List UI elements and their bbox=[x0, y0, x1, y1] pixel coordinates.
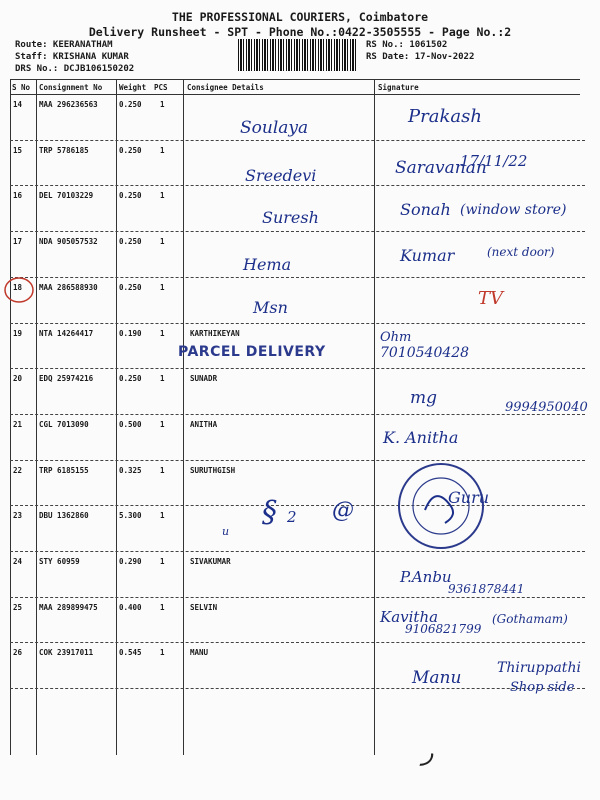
row-consignee: SIVAKUMAR bbox=[190, 557, 231, 566]
col-divider bbox=[116, 80, 117, 755]
row-separator bbox=[10, 140, 585, 141]
row-sno: 21 bbox=[13, 419, 23, 429]
row-pcs: 1 bbox=[160, 191, 165, 201]
handwritten-name: Manu bbox=[412, 668, 462, 688]
handwritten-phone: 9361878441 bbox=[448, 582, 525, 596]
row-weight: 0.325 bbox=[119, 465, 142, 475]
row-consignment-no: NDA 905057532 bbox=[39, 237, 98, 247]
row-separator bbox=[10, 414, 585, 415]
row-sno: 15 bbox=[13, 145, 23, 155]
col-divider bbox=[36, 80, 37, 755]
table-left-border bbox=[10, 80, 11, 755]
row-pcs: 1 bbox=[160, 465, 165, 475]
row-pcs: 1 bbox=[160, 282, 165, 292]
row-sno: 17 bbox=[13, 237, 23, 247]
row-separator bbox=[10, 597, 585, 598]
handwritten-note: (window store) bbox=[460, 202, 567, 218]
row-weight: 0.190 bbox=[119, 328, 142, 338]
handwritten-signature: Prakash bbox=[408, 106, 482, 127]
row-pcs: 1 bbox=[160, 511, 165, 521]
row-pcs: 1 bbox=[160, 419, 165, 429]
row-separator bbox=[10, 231, 585, 232]
row-separator bbox=[10, 551, 585, 552]
runsheet-subtitle: Delivery Runsheet - SPT - Phone No.:0422-3505555 - Page No.:2 bbox=[88, 25, 512, 39]
handwritten-mark: @ bbox=[332, 498, 354, 523]
row-consignment-no: DEL 70103229 bbox=[39, 191, 94, 201]
row-consignee: SURUTHGISH bbox=[190, 465, 236, 475]
handwritten-signature: Guru bbox=[448, 488, 490, 507]
row-pcs: 1 bbox=[160, 328, 165, 338]
col-divider bbox=[374, 80, 375, 755]
row-separator bbox=[10, 642, 585, 643]
row-sno: 19 bbox=[13, 328, 23, 338]
row-separator bbox=[10, 460, 585, 461]
col-divider bbox=[183, 80, 184, 755]
row-sno: 14 bbox=[13, 100, 23, 109]
handwritten-note: (Gothamam) bbox=[492, 612, 568, 626]
barcode bbox=[238, 39, 358, 71]
handwritten-signature: Saravanan bbox=[395, 158, 487, 178]
col-header-pcs: PCS bbox=[154, 83, 168, 92]
row-weight: 0.250 bbox=[119, 237, 142, 247]
handwritten-signature: TV bbox=[478, 288, 504, 309]
row-pcs: 1 bbox=[160, 648, 165, 658]
row-separator bbox=[10, 185, 585, 186]
row-weight: 0.400 bbox=[119, 602, 142, 612]
handwritten-date: 17/11/22 bbox=[460, 152, 528, 170]
row-weight: 0.250 bbox=[119, 145, 142, 155]
handwritten-signature: P.Anbu bbox=[400, 568, 452, 586]
handwritten-mark: u bbox=[222, 525, 230, 538]
handwritten-signature: Kumar bbox=[400, 246, 455, 265]
handwritten-mark: § bbox=[262, 495, 277, 530]
row-separator bbox=[10, 505, 585, 506]
row-separator bbox=[10, 323, 585, 324]
handwritten-name: Hema bbox=[243, 255, 292, 274]
row-consignment-no: DBU 1362860 bbox=[39, 511, 89, 521]
row-consignee: SUNADR bbox=[190, 374, 218, 384]
handwritten-phone: 7010540428 bbox=[380, 345, 470, 361]
row-separator bbox=[10, 688, 585, 689]
handwritten-note: Shop side bbox=[510, 680, 575, 695]
row-weight: 0.250 bbox=[119, 374, 142, 384]
handwritten-mark: ر bbox=[422, 738, 434, 766]
staff-label: Staff: KRISHANA KUMAR bbox=[15, 52, 129, 62]
row-consignment-no: NTA 14264417 bbox=[39, 328, 94, 338]
table-top-border bbox=[10, 79, 580, 80]
row-weight: 0.250 bbox=[119, 100, 142, 109]
row-pcs: 1 bbox=[160, 237, 165, 247]
handwritten-phone: 9106821799 bbox=[405, 622, 482, 636]
handwritten-name: Sreedevi bbox=[245, 166, 317, 185]
handwritten-name: Soulaya bbox=[240, 118, 309, 138]
row-weight: 5.300 bbox=[119, 511, 142, 521]
parcel-delivery-stamp: PARCEL DELIVERY bbox=[178, 344, 326, 360]
row-consignment-no: STY 60959 bbox=[39, 557, 80, 566]
row-sno: 22 bbox=[13, 465, 23, 475]
row-consignee: SELVIN bbox=[190, 602, 218, 612]
handwritten-phone: 9994950040 bbox=[505, 400, 588, 415]
handwritten-note: (next door) bbox=[487, 245, 555, 259]
row-sno: 24 bbox=[13, 557, 23, 566]
row-consignment-no: MAA 289899475 bbox=[39, 602, 98, 612]
row-sno: 23 bbox=[13, 511, 23, 521]
drs-label: DRS No.: DCJB106150202 bbox=[15, 64, 135, 74]
col-header-signature: Signature bbox=[378, 83, 419, 92]
row-weight: 0.250 bbox=[119, 282, 142, 292]
row-consignee: ANITHA bbox=[190, 419, 218, 429]
row-consignment-no: TRP 6185155 bbox=[39, 465, 89, 475]
row-consignment-no: MAA 286588930 bbox=[39, 282, 98, 292]
col-header-sno: S No bbox=[12, 83, 31, 92]
row-weight: 0.250 bbox=[119, 191, 142, 201]
row-weight: 0.545 bbox=[119, 648, 142, 658]
row-pcs: 1 bbox=[160, 557, 165, 566]
row-pcs: 1 bbox=[160, 100, 165, 109]
row-consignment-no: EDQ 25974216 bbox=[39, 374, 94, 384]
row-sno: 18 bbox=[13, 282, 23, 292]
row-separator bbox=[10, 277, 585, 278]
handwritten-signature: K. Anitha bbox=[383, 428, 459, 447]
handwritten-mark: 2 bbox=[287, 508, 297, 526]
row-pcs: 1 bbox=[160, 145, 165, 155]
handwritten-signature: mg bbox=[410, 388, 438, 408]
rs-number: RS No.: 1061502 bbox=[366, 40, 448, 50]
row-consignment-no: CGL 7013090 bbox=[39, 419, 89, 429]
handwritten-name: Suresh bbox=[262, 208, 319, 227]
row-consignment-no: COK 23917011 bbox=[39, 648, 94, 658]
row-sno: 20 bbox=[13, 374, 23, 384]
header-bottom-border bbox=[10, 94, 580, 95]
handwritten-name: Msn bbox=[253, 298, 288, 317]
route-label: Route: KEERANATHAM bbox=[15, 40, 113, 50]
handwritten-signature: Sonah bbox=[400, 200, 451, 219]
row-weight: 0.500 bbox=[119, 419, 142, 429]
row-consignee: MANU bbox=[190, 648, 209, 658]
col-header-consignee: Consignee Details bbox=[187, 83, 264, 92]
row-sno: 16 bbox=[13, 191, 23, 201]
row-pcs: 1 bbox=[160, 374, 165, 384]
row-separator bbox=[10, 368, 585, 369]
handwritten-signature: Ohm bbox=[380, 330, 412, 345]
row-consignee: KARTHIKEYAN bbox=[190, 328, 240, 338]
col-header-consignment: Consignment No bbox=[39, 83, 103, 92]
row-pcs: 1 bbox=[160, 602, 165, 612]
row-18-circle-mark bbox=[0, 270, 40, 310]
row-consignment-no: MAA 296236563 bbox=[39, 100, 98, 109]
handwritten-signature: Thiruppathi bbox=[497, 660, 581, 676]
row-weight: 0.290 bbox=[119, 557, 142, 566]
handwritten-signature: Kavitha bbox=[380, 608, 439, 626]
rs-date: RS Date: 17-Nov-2022 bbox=[366, 52, 475, 62]
row-consignment-no: TRP 5786185 bbox=[39, 145, 89, 155]
col-header-weight: Weight bbox=[119, 83, 147, 92]
row-sno: 25 bbox=[13, 602, 23, 612]
company-title: THE PROFESSIONAL COURIERS, Coimbatore bbox=[171, 10, 429, 24]
row-sno: 26 bbox=[13, 648, 23, 658]
